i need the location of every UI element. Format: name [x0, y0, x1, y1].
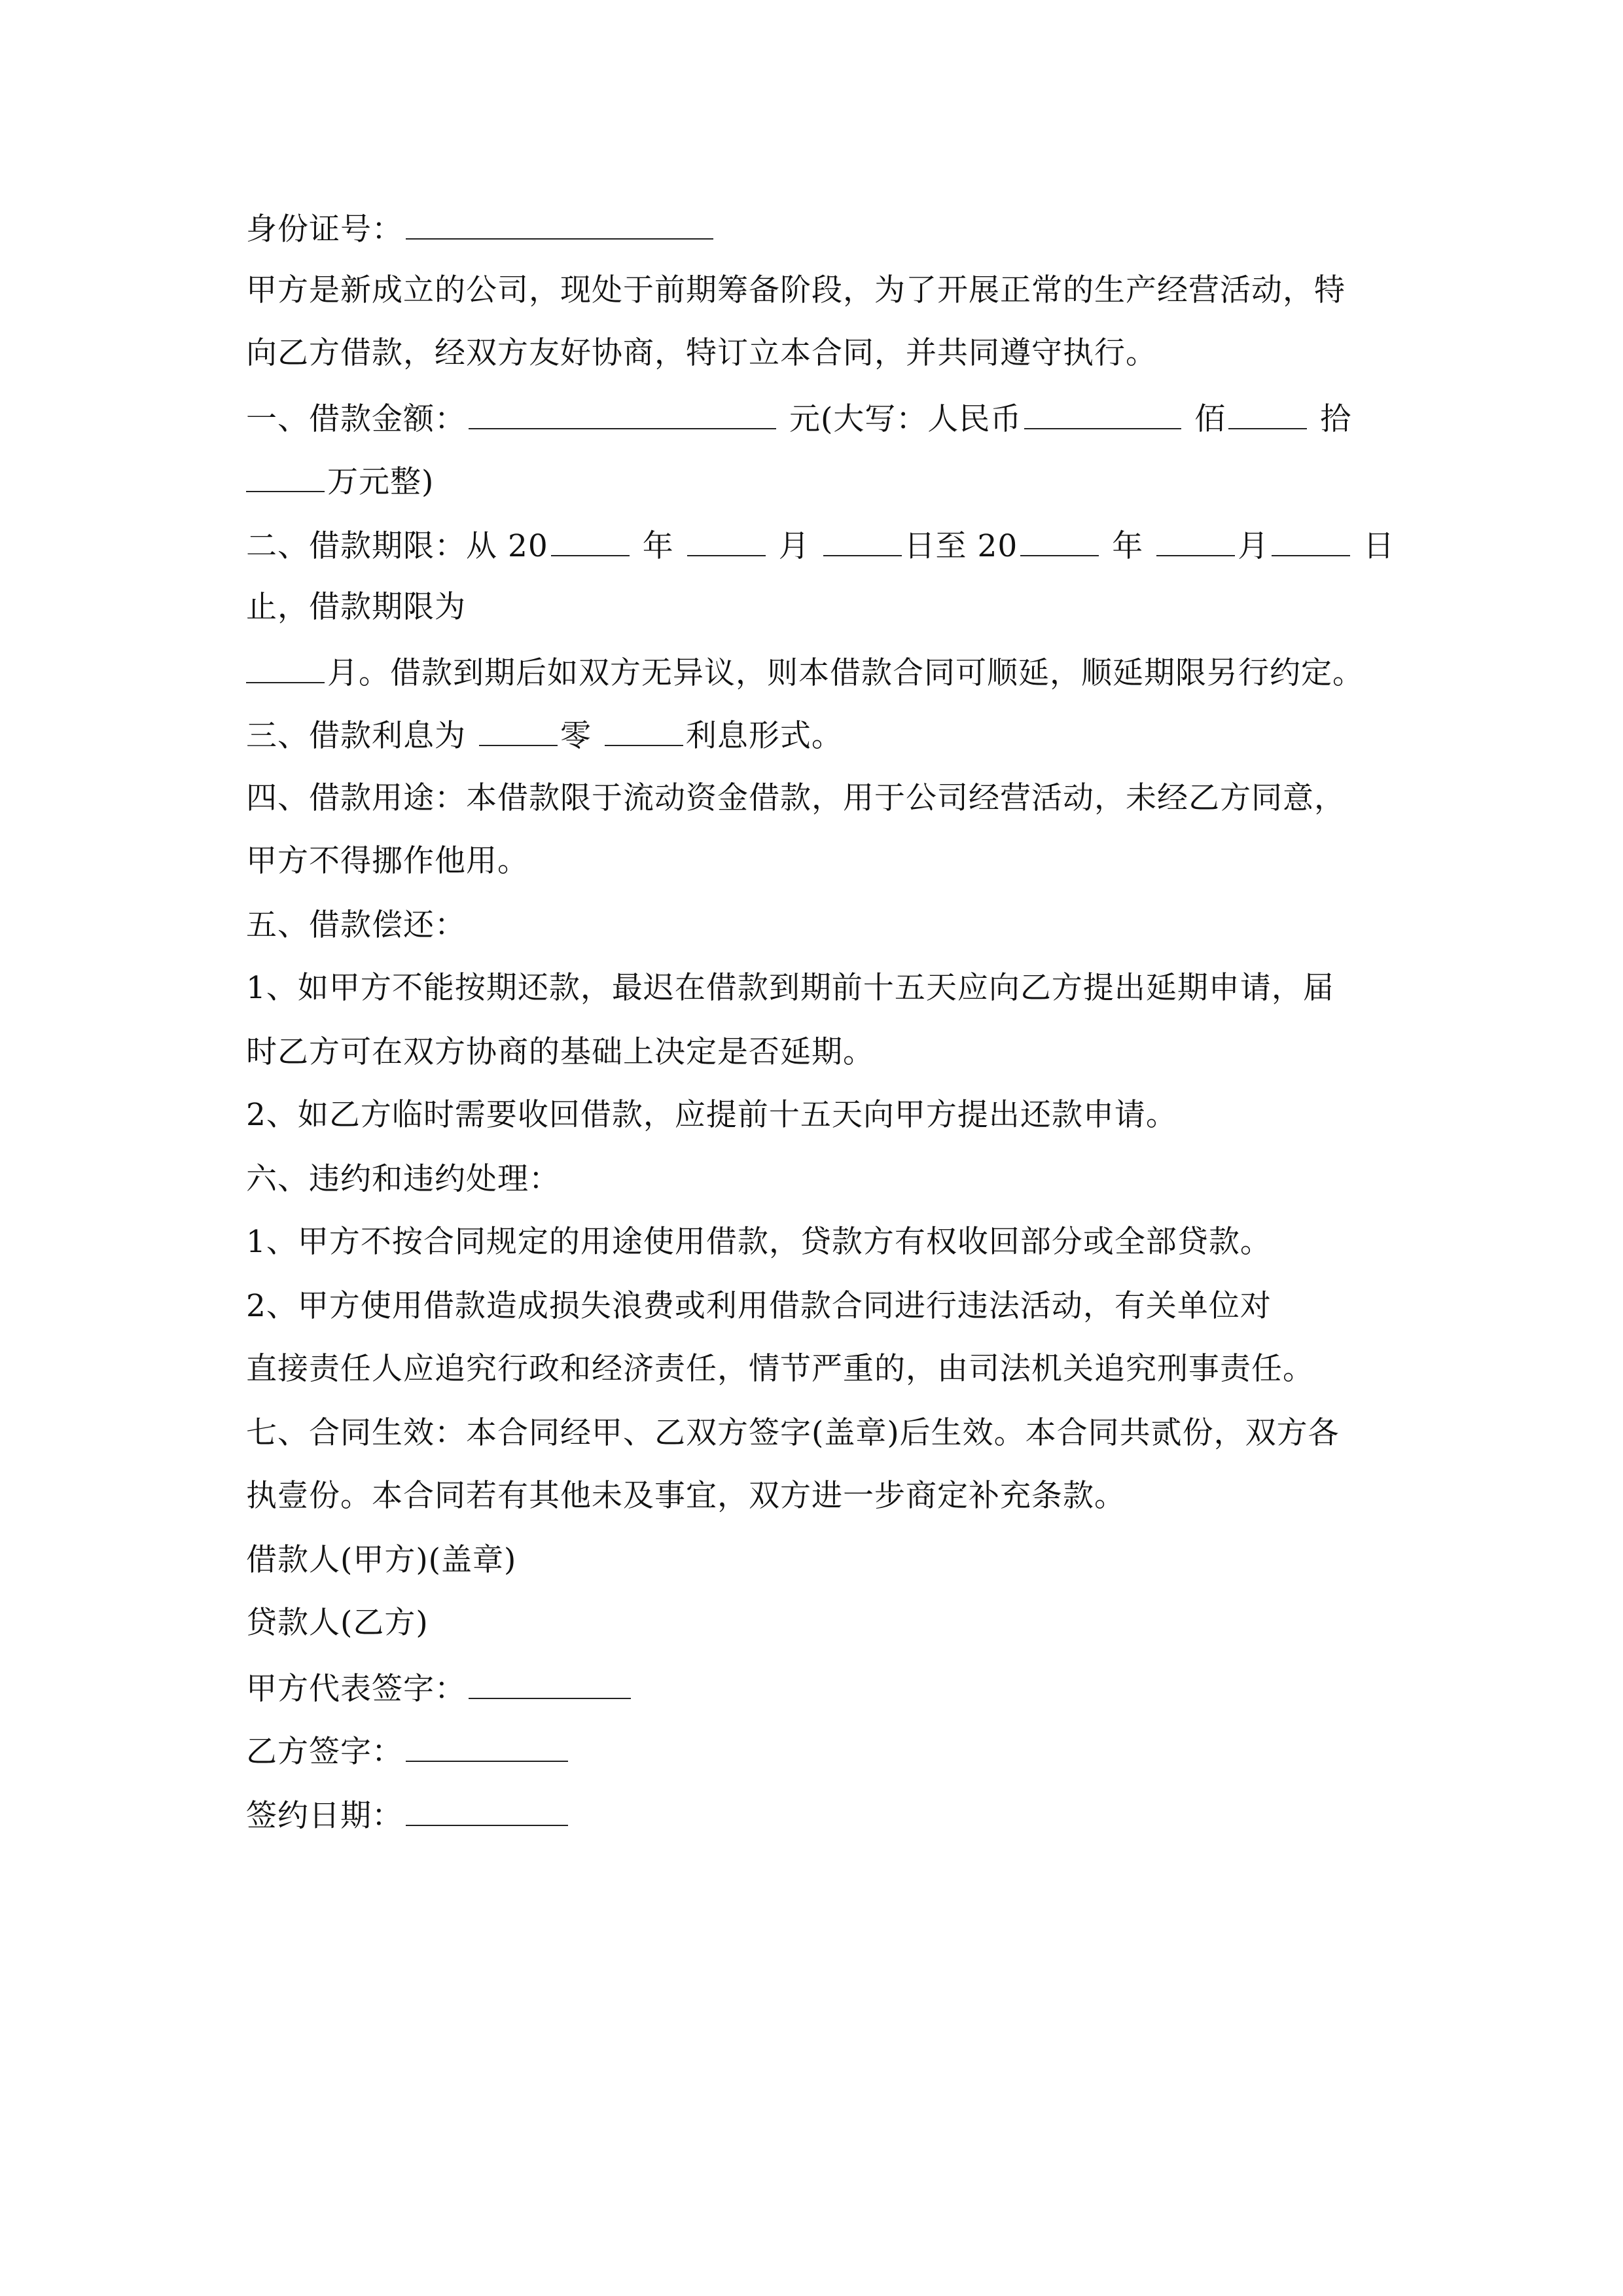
purpose-line-1: 四、借款用途：本借款限于流动资金借款，用于公司经营活动，未经乙方同意， — [246, 780, 1346, 816]
repayment-heading: 五、借款偿还： — [246, 907, 466, 943]
party-b-signature-blank[interactable] — [406, 1731, 568, 1762]
repayment-item-1-line-2: 时乙方可在双方协商的基础上决定是否延期。 — [246, 1034, 874, 1070]
effect-line-2: 执壹份。本合同若有其他未及事宜，双方进一步商定补充条款。 — [246, 1478, 1126, 1514]
lender-label: 贷款人(乙方) — [246, 1605, 429, 1641]
start-month-label: 月 — [778, 528, 810, 564]
loan-term-line — [246, 525, 1395, 564]
repayment-item-2: 2、如乙方临时需要收回借款，应提前十五天向甲方提出还款申请。 — [246, 1097, 1177, 1133]
start-year-label: 年 — [642, 528, 674, 564]
borrower-label: 借款人(甲方)(盖章) — [246, 1542, 517, 1578]
party-a-signature-line — [246, 1668, 633, 1707]
effect-line-1: 七、合同生效：本合同经甲、乙双方签字(盖章)后生效。本合同共贰份，双方各 — [246, 1415, 1340, 1451]
id-number-blank[interactable] — [406, 208, 713, 240]
end-month-label: 月 — [1238, 528, 1270, 564]
tens-label: 拾 — [1320, 401, 1352, 437]
breach-heading: 六、违约和违约处理： — [246, 1161, 560, 1197]
loan-term-label: 二、借款期限：从 20 — [246, 528, 548, 564]
end-year-blank[interactable] — [1020, 525, 1099, 556]
signing-date-label: 签约日期： — [246, 1798, 403, 1834]
end-day-label: 日 — [1363, 528, 1395, 564]
start-year-blank[interactable] — [551, 525, 630, 556]
interest-blank-2[interactable] — [605, 715, 683, 746]
interest-zero-label: 零 — [560, 718, 592, 754]
term-months-text: 月。借款到期后如双方无异议，则本借款合同可顺延，顺延期限另行约定。 — [327, 655, 1364, 691]
id-number-line — [246, 208, 716, 247]
breach-item-1: 1、甲方不按合同规定的用途使用借款，贷款方有权收回部分或全部贷款。 — [246, 1224, 1272, 1260]
loan-amount-blank[interactable] — [469, 398, 776, 429]
end-year-label: 年 — [1112, 528, 1144, 564]
intro-line-1: 甲方是新成立的公司，现处于前期筹备阶段，为了开展正常的生产经营活动，特 — [246, 272, 1346, 308]
loan-amount-hundreds-blank[interactable] — [1024, 398, 1181, 429]
term-months-blank[interactable] — [246, 652, 325, 683]
start-day-to-label: 日至 20 — [904, 528, 1018, 564]
wan-yuan-label: 万元整) — [327, 464, 435, 500]
start-month-blank[interactable] — [687, 525, 766, 556]
signing-date-blank[interactable] — [406, 1795, 568, 1826]
interest-blank-1[interactable] — [479, 715, 558, 746]
loan-term-line-3 — [246, 652, 1364, 691]
party-a-signature-blank[interactable] — [469, 1668, 631, 1699]
intro-line-2: 向乙方借款，经双方友好协商，特订立本合同，并共同遵守执行。 — [246, 335, 1157, 371]
signing-date-line — [246, 1795, 571, 1834]
breach-item-2-line-2: 直接责任人应追究行政和经济责任，情节严重的，由司法机关追究刑事责任。 — [246, 1351, 1314, 1387]
end-month-blank[interactable] — [1156, 525, 1235, 556]
interest-form-label: 利息形式。 — [685, 718, 843, 754]
end-day-blank[interactable] — [1272, 525, 1350, 556]
loan-amount-label: 一、借款金额： — [246, 401, 466, 437]
repayment-item-1-line-1: 1、如甲方不能按期还款，最迟在借款到期前十五天应向乙方提出延期申请，届 — [246, 970, 1334, 1006]
party-a-signature-label: 甲方代表签字： — [246, 1671, 466, 1707]
party-b-signature-line — [246, 1731, 571, 1770]
loan-term-line-2: 止，借款期限为 — [246, 589, 466, 625]
loan-amount-line-2 — [246, 461, 434, 500]
breach-item-2-line-1: 2、甲方使用借款造成损失浪费或利用借款合同进行违法活动，有关单位对 — [246, 1288, 1272, 1324]
party-b-signature-label: 乙方签字： — [246, 1734, 403, 1770]
interest-line — [246, 715, 843, 754]
purpose-line-2: 甲方不得挪作他用。 — [246, 843, 529, 879]
id-number-label: 身份证号： — [246, 211, 403, 247]
loan-amount-line — [246, 398, 1351, 437]
interest-label: 三、借款利息为 — [246, 718, 466, 754]
loan-amount-wan-blank[interactable] — [246, 461, 325, 492]
hundreds-label: 佰 — [1194, 401, 1226, 437]
loan-amount-capital-label: 元(大写：人民币 — [789, 401, 1022, 437]
start-day-blank[interactable] — [823, 525, 902, 556]
loan-amount-tens-blank[interactable] — [1228, 398, 1307, 429]
